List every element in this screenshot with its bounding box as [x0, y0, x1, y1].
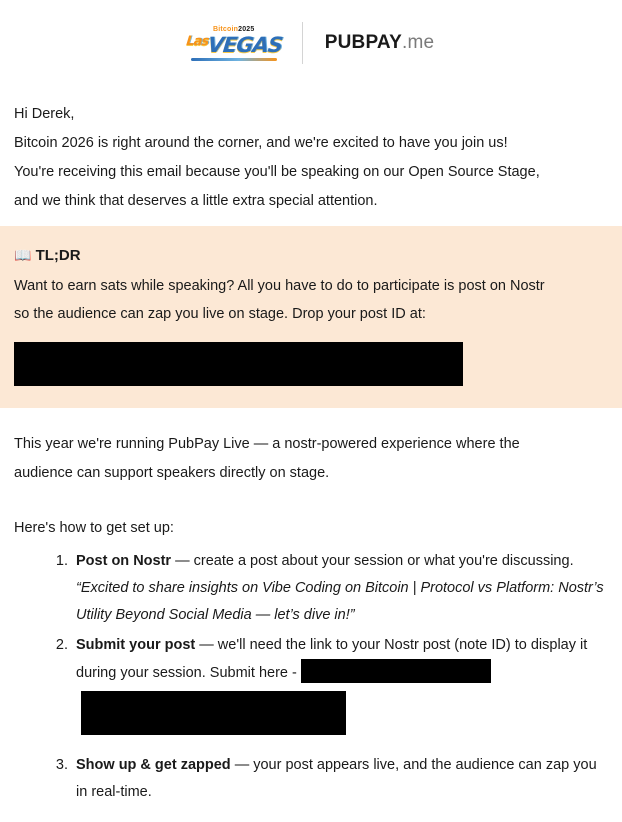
pubpay-wordmark-suffix: .me	[401, 32, 435, 53]
redacted-link-block[interactable]	[14, 342, 463, 386]
intro-line-2: You're receiving this email because you'll be speaking on our Open Source Stage,	[14, 164, 540, 180]
pubpay-wordmark	[325, 32, 435, 54]
list-item	[72, 548, 608, 629]
intro-section	[0, 86, 622, 226]
logo-divider	[302, 22, 303, 64]
pubpay-wordmark-main: PUBPAY	[324, 32, 402, 53]
redacted-submit-link[interactable]	[301, 659, 491, 683]
howto-heading: Here's how to get set up:	[14, 520, 174, 536]
logo-row	[185, 22, 435, 64]
step-2-text: — we'll need the link to your Nostr post (note ID) to display it during your session. Submit here -	[76, 637, 588, 681]
body-line-1: This year we're running PubPay Live — a nostr-powered experience where the	[14, 436, 520, 452]
step-3-term: Show up & get zapped	[76, 757, 231, 773]
intro-line-1: Bitcoin 2026 is right around the corner, and we're excited to have you join us!	[14, 135, 508, 151]
vegas-underline	[191, 58, 277, 61]
bitcoin-logo-event: Bitcoin	[212, 25, 239, 33]
setup-steps-list	[14, 548, 608, 806]
tldr-line-1: Want to earn sats while speaking? All you have to do to participate is post on Nostr	[14, 278, 545, 294]
step-1-term: Post on Nostr	[76, 553, 172, 569]
body-section	[0, 408, 622, 806]
step-1-text: — create a post about your session or what you're discussing.	[171, 553, 574, 569]
step-1-quote: “Excited to share insights on Vibe Coding on Bitcoin | Protocol vs Platform: Nostr’s Utility Beyond Social Media — let’s dive in!”	[76, 580, 604, 623]
step-3-spacer	[76, 738, 608, 752]
list-item	[72, 738, 608, 806]
bitcoin-logo-yearnum: 2025	[238, 25, 255, 33]
bitcoin-logo-year	[213, 26, 255, 33]
step-2-term: Submit your post	[76, 637, 196, 653]
greeting-line: Hi Derek,	[14, 106, 75, 122]
vegas-wordmark-main: VEGAS	[206, 32, 284, 57]
vegas-wordmark	[185, 32, 284, 57]
tldr-line-2: so the audience can zap you live on stage. Drop your post ID at:	[14, 306, 426, 322]
body-spacer	[14, 488, 608, 514]
intro-line-3: and we think that deserves a little extra special attention.	[14, 193, 378, 209]
tldr-heading-text: TL;DR	[35, 247, 81, 264]
step-3-text: — your post appears live, and the audience can zap you in real-time.	[76, 757, 597, 800]
redacted-submit-block[interactable]	[81, 691, 346, 735]
book-icon: 📖	[14, 247, 32, 263]
bitcoin-vegas-logo	[185, 25, 284, 61]
vegas-wordmark-las: Las	[185, 33, 209, 49]
body-line-2: audience can support speakers directly on stage.	[14, 465, 330, 481]
tldr-callout	[0, 226, 622, 408]
email-header	[0, 0, 622, 86]
list-item	[72, 632, 608, 735]
tldr-heading	[14, 242, 608, 269]
